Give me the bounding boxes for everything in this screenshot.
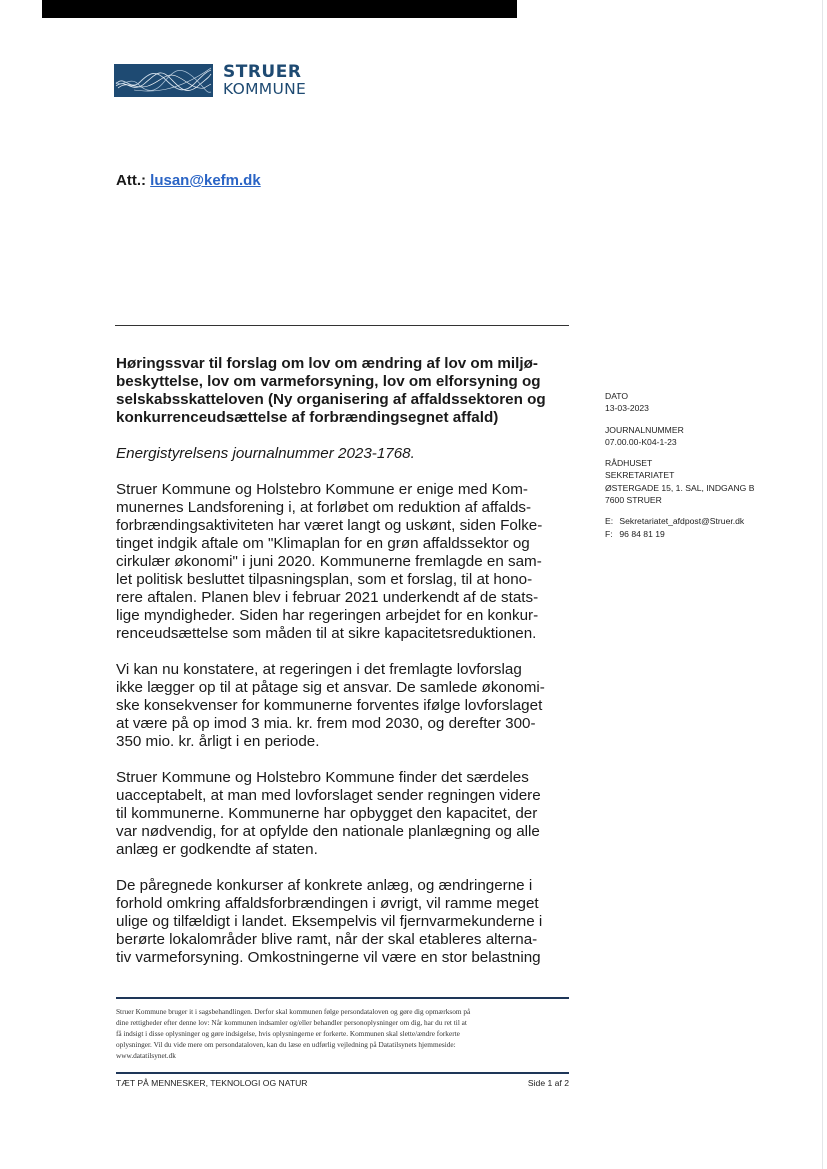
text-line: var nødvendig, for at opfylde den nationale planlægning og alle bbox=[116, 823, 540, 840]
text-line: Struer Kommune og Holstebro Kommune er enige med Kom- bbox=[116, 481, 528, 498]
journal-value: 07.00.00-K04-1-23 bbox=[605, 436, 677, 447]
text-line: munernes Landsforening i, at forløbet om reduktion af affalds- bbox=[116, 499, 532, 516]
wave-logo-icon bbox=[114, 64, 213, 97]
header-divider bbox=[115, 325, 569, 326]
text-line: forhold omkring affaldsforbrændingen i øvrigt, vil ramme meget bbox=[116, 895, 539, 912]
text-line: anlæg er godkendte af staten. bbox=[116, 841, 318, 858]
text-line: rere aftalen. Planen blev i februar 2021 underkendt af de stats- bbox=[116, 589, 539, 606]
address-line: SEKRETARIATET bbox=[605, 470, 675, 481]
text-line: uacceptabelt, at man med lovforslaget sender regningen videre bbox=[116, 787, 541, 804]
letter-title bbox=[116, 355, 574, 427]
text-line: Vi kan nu konstatere, at regeringen i det fremlagte lovforslag bbox=[116, 661, 522, 678]
page-edge bbox=[822, 0, 823, 1169]
address-line: ØSTERGADE 15, 1. SAL, INDGANG B bbox=[605, 482, 755, 493]
text-line: ske konsekvenser for kommunerne forventes ifølge lovforslaget bbox=[116, 697, 543, 714]
journal-block bbox=[605, 424, 815, 449]
letter-sidebar bbox=[605, 390, 815, 549]
email-value[interactable]: Sekretariatet_afdpost@Struer.dk bbox=[619, 516, 745, 527]
paragraph-3 bbox=[116, 769, 574, 859]
struer-kommune-logo bbox=[114, 64, 306, 98]
footer-bar bbox=[116, 1078, 569, 1088]
title-line: konkurrenceudsættelse af forbrændingsegnet affald) bbox=[116, 409, 499, 426]
footer-divider-bottom bbox=[116, 1072, 569, 1074]
fax-row bbox=[605, 528, 815, 540]
email-label: E: bbox=[605, 516, 614, 527]
text-line: let politisk besluttet tilpasningsplan, som et forslag, til at hono- bbox=[116, 571, 533, 588]
text-line: tiv varmeforsyning. Omkostningerne vil være en stor belastning bbox=[116, 949, 541, 966]
attention-line bbox=[116, 172, 261, 189]
text-line: berørte lokalområder blive ramt, når der skal etableres alterna- bbox=[116, 931, 538, 948]
title-line: beskyttelse, lov om varmeforsyning, lov om elforsyning og bbox=[116, 373, 541, 390]
redaction-bar bbox=[42, 0, 517, 18]
paragraph-1 bbox=[116, 481, 574, 643]
email-row bbox=[605, 515, 815, 527]
title-line: selskabsskatteloven (Ny organisering af affaldssektoren og bbox=[116, 391, 546, 408]
address-line: RÅDHUSET bbox=[605, 458, 653, 469]
text-line: ulige og tilfældigt i landet. Eksempelvis vil fjernvarmekunderne i bbox=[116, 913, 543, 930]
title-line: Høringssvar til forslag om lov om ændring af lov om miljø- bbox=[116, 355, 538, 372]
text-line: at være på op imod 3 mia. kr. frem mod 2030, og derefter 300- bbox=[116, 715, 536, 732]
privacy-line: få indsigt i disse oplysninger og gøre indsigelse, hvis oplysningerne er forkerte. Kommunen skal slette/ændre forkerte bbox=[116, 1029, 460, 1039]
logo-line-struer: STRUER bbox=[223, 62, 302, 82]
paragraph-2 bbox=[116, 661, 574, 751]
attention-label: Att.: bbox=[116, 172, 146, 189]
date-block bbox=[605, 390, 815, 415]
text-line: renceudsættelse som måden til at sikre kapacitetsreduktionen. bbox=[116, 625, 537, 642]
privacy-line: dine rettigheder efter denne lov: Når kommunen indsamler og/eller behandler personoplysninger om dig, har du ret til at bbox=[116, 1018, 467, 1028]
text-line: lige myndigheder. Siden har regeringen arbejdet for en konkur- bbox=[116, 607, 539, 624]
text-line: ikke lægger op til at påtage sig et ansvar. De samlede økonomi- bbox=[116, 679, 545, 696]
text-line: forbrændingsaktiviteten har været langt og uskønt, siden Folke- bbox=[116, 517, 543, 534]
logo-line-kommune: KOMMUNE bbox=[223, 80, 307, 98]
date-value: 13-03-2023 bbox=[605, 403, 649, 414]
journal-label: JOURNALNUMMER bbox=[605, 424, 684, 435]
paragraph-4 bbox=[116, 877, 574, 967]
fax-label: F: bbox=[605, 528, 613, 539]
text-line: til kommunerne. Kommunerne har opbygget den kapacitet, der bbox=[116, 805, 538, 822]
text-line: tinget indgik aftale om "Klimaplan for en grøn affaldssektor og bbox=[116, 535, 530, 552]
footer-slogan: TÆT PÅ MENNESKER, TEKNOLOGI OG NATUR bbox=[116, 1078, 308, 1088]
contact-block bbox=[605, 515, 815, 540]
attention-email-link[interactable]: lusan@kefm.dk bbox=[150, 172, 261, 189]
text-line: De påregnede konkurser af konkrete anlæg, og ændringerne i bbox=[116, 877, 533, 894]
privacy-line: oplysninger. Vil du vide mere om persondataloven, kan du læse en udførlig vejledning på Datatilsynets hjemmeside: bbox=[116, 1040, 456, 1050]
text-line: Struer Kommune og Holstebro Kommune finder det særdeles bbox=[116, 769, 529, 786]
journal-reference: Energistyrelsens journalnummer 2023-1768. bbox=[116, 445, 415, 462]
footer-divider-top bbox=[116, 997, 569, 999]
address-block bbox=[605, 457, 815, 506]
logo-wordmark bbox=[223, 64, 306, 98]
date-label: DATO bbox=[605, 391, 629, 401]
address-line: 7600 STRUER bbox=[605, 495, 662, 506]
letter-body bbox=[116, 355, 574, 967]
privacy-link[interactable]: www.datatilsynet.dk bbox=[116, 1051, 176, 1061]
text-line: 350 mio. kr. årligt i en periode. bbox=[116, 733, 320, 750]
text-line: cirkulær økonomi" i juni 2020. Kommunerne fremlagde en sam- bbox=[116, 553, 542, 570]
privacy-notice bbox=[116, 1006, 572, 1061]
fax-value: 96 84 81 19 bbox=[619, 528, 665, 539]
privacy-line: Struer Kommune bruger it i sagsbehandlingen. Derfor skal kommunen følge persondataloven og gøre dig opmærksom på bbox=[116, 1007, 471, 1016]
page-number: Side 1 af 2 bbox=[527, 1078, 569, 1088]
